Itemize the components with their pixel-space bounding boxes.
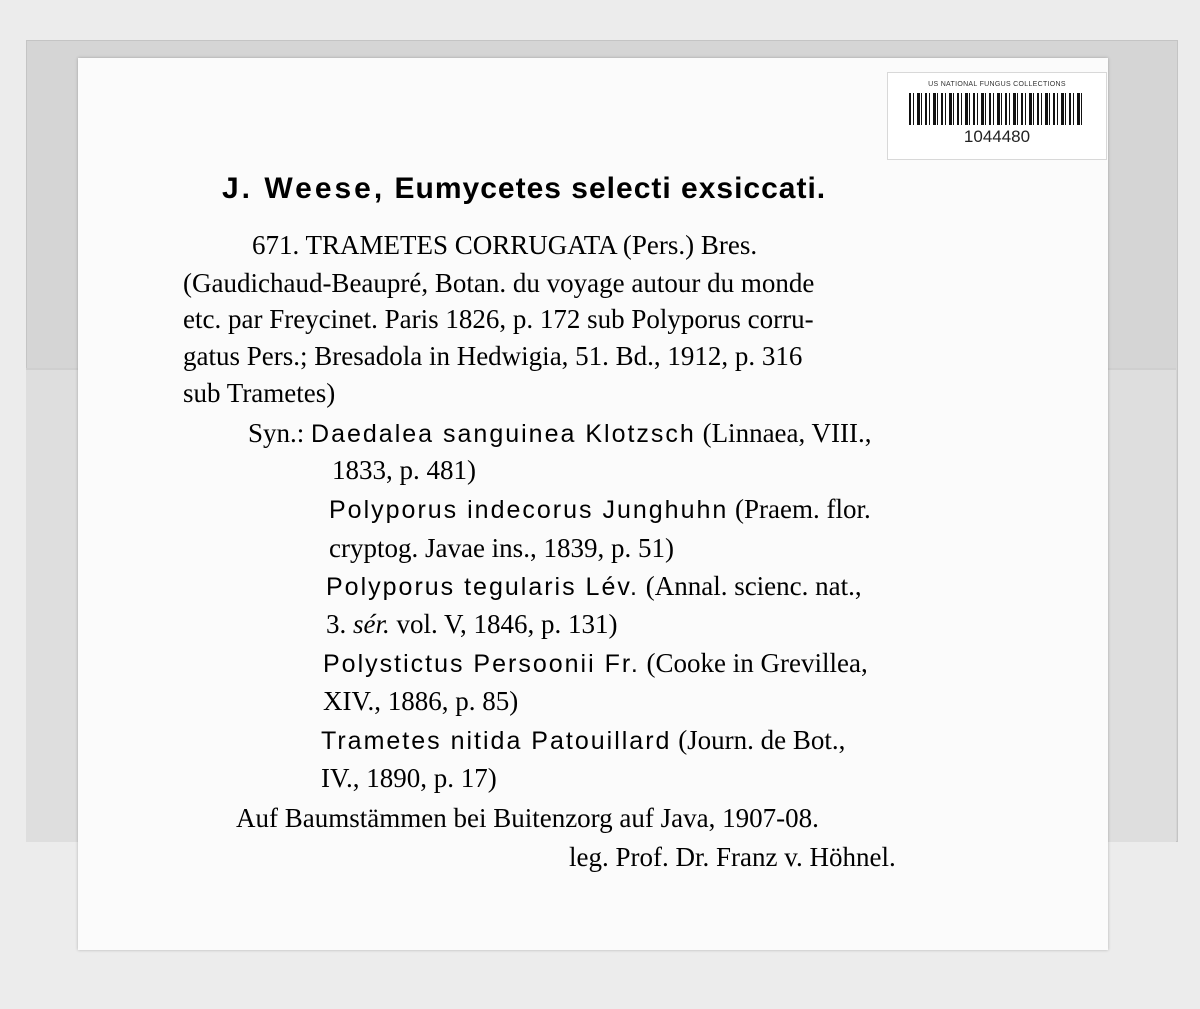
title-series: Eumycetes selecti exsiccati.: [394, 172, 827, 205]
synonym-3-cont-ser: sér.: [353, 609, 390, 639]
entry-line-2: (Gaudichaud-Beaupré, Botan. du voyage autour du monde: [183, 268, 815, 298]
synonym-3-ref: (Annal. scienc. nat.,: [645, 571, 862, 601]
synonym-1-ref: (Linnaea, VIII.,: [702, 418, 872, 448]
synonym-3-name: Polyporus tegularis Lév.: [326, 573, 639, 601]
synonym-3-cont-a: 3.: [326, 609, 353, 639]
synonym-3: [326, 573, 862, 600]
synonym-1: [248, 420, 872, 447]
synonym-1-cont: 1833, p. 481): [332, 455, 476, 485]
synonym-2-ref: (Praem. flor.: [735, 494, 871, 524]
locality-line-1: Auf Baumstämmen bei Buitenzorg auf Java, 1907-08.: [236, 803, 819, 833]
synonym-5-cont: IV., 1890, p. 17): [321, 763, 497, 793]
entry-line-4: gatus Pers.; Bresadola in Hedwigia, 51. Bd., 1912, p. 316: [183, 341, 803, 371]
barcode-sticker: [887, 72, 1107, 160]
collector-line: leg. Prof. Dr. Franz v. Höhnel.: [569, 842, 896, 872]
label-title: [222, 172, 826, 206]
title-author: J. Weese,: [222, 172, 386, 205]
synonym-2-name: Polyporus indecorus Junghuhn: [329, 496, 729, 524]
synonym-label: Syn.:: [248, 418, 305, 448]
synonym-2: [329, 496, 871, 523]
synonym-3-cont: [326, 611, 618, 638]
entry-line-3: etc. par Freycinet. Paris 1826, p. 172 sub Polyporus corru-: [183, 304, 814, 334]
catalog-number: 1044480: [963, 127, 1031, 146]
collection-name: US NATIONAL FUNGUS COLLECTIONS: [928, 81, 1066, 88]
synonym-4-cont: XIV., 1886, p. 85): [323, 686, 519, 716]
synonym-4-name: Polystictus Persoonii Fr.: [323, 650, 640, 678]
synonym-4: [323, 650, 868, 677]
entry-line-5: sub Trametes): [183, 378, 336, 408]
synonym-1-name: Daedalea sanguinea Klotzsch: [311, 420, 696, 448]
synonym-2-cont: cryptog. Javae ins., 1839, p. 51): [329, 533, 674, 563]
synonym-5-ref: (Journ. de Bot.,: [678, 725, 846, 755]
entry-line-1: 671. TRAMETES CORRUGATA (Pers.) Bres.: [252, 230, 758, 260]
synonym-3-cont-b: vol. V, 1846, p. 131): [389, 609, 618, 639]
synonym-5-name: Trametes nitida Patouillard: [321, 727, 672, 755]
barcode-icon: [909, 93, 1085, 125]
synonym-4-ref: (Cooke in Grevillea,: [646, 648, 868, 678]
synonym-5: [321, 727, 845, 754]
